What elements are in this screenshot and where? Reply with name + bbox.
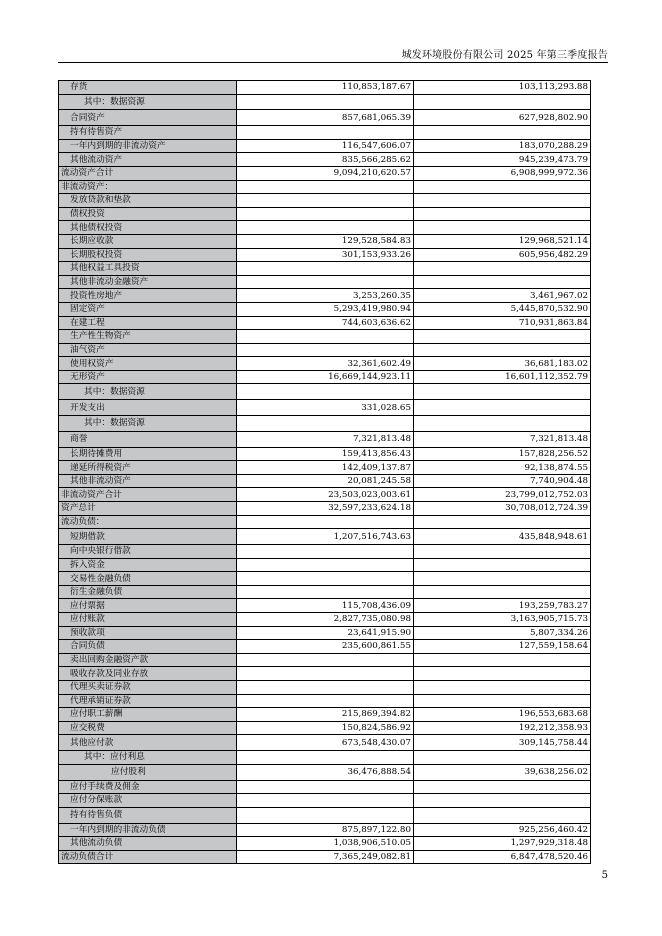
period-begin-value xyxy=(414,384,591,400)
period-begin-value: 6,847,478,520.46 xyxy=(414,850,591,864)
row-label: 非流动资产合计 xyxy=(59,488,237,502)
period-begin-value: 6,908,999,972.36 xyxy=(414,166,591,180)
row-label: 其他权益工具投资 xyxy=(59,262,237,276)
table-row xyxy=(59,680,591,694)
row-label: 应付手续费及佣金 xyxy=(59,780,237,794)
period-end-value xyxy=(237,180,414,194)
table-row xyxy=(59,474,591,488)
period-end-value: 7,321,813.48 xyxy=(237,431,414,447)
row-label: 非流动资产： xyxy=(59,180,237,194)
period-end-value xyxy=(237,585,414,599)
table-row xyxy=(59,667,591,681)
table-row xyxy=(59,572,591,586)
row-label: 代理买卖证券款 xyxy=(59,680,237,694)
period-begin-value: 183,070,288.29 xyxy=(414,139,591,153)
row-label: 预收款项 xyxy=(59,626,237,640)
period-end-value xyxy=(237,515,414,529)
period-begin-value xyxy=(414,400,591,416)
row-label: 长期股权投资 xyxy=(59,248,237,262)
table-row xyxy=(59,612,591,626)
period-begin-value xyxy=(414,794,591,808)
table-row xyxy=(59,370,591,384)
period-end-value: 23,503,023,003.61 xyxy=(237,488,414,502)
period-end-value xyxy=(237,780,414,794)
period-begin-value: 3,163,905,715.73 xyxy=(414,612,591,626)
row-label: 一年内到期的非流动负债 xyxy=(59,823,237,837)
period-begin-value xyxy=(414,780,591,794)
table-row xyxy=(59,357,591,371)
table-row xyxy=(59,708,591,722)
period-begin-value xyxy=(414,545,591,559)
table-row xyxy=(59,515,591,529)
table-row xyxy=(59,823,591,837)
table-row xyxy=(59,794,591,808)
period-begin-value xyxy=(414,416,591,432)
row-label: 债权投资 xyxy=(59,207,237,221)
period-end-value: 32,361,602.49 xyxy=(237,357,414,371)
table-row xyxy=(59,384,591,400)
table-row xyxy=(59,558,591,572)
period-begin-value xyxy=(414,558,591,572)
row-label: 应付职工薪酬 xyxy=(59,708,237,722)
period-end-value xyxy=(237,694,414,708)
table-row xyxy=(59,81,591,95)
period-begin-value xyxy=(414,572,591,586)
page-number: 5 xyxy=(601,870,608,881)
period-end-value xyxy=(237,680,414,694)
table-row xyxy=(59,139,591,153)
period-end-value: 16,669,144,923.11 xyxy=(237,370,414,384)
row-label: 其中：应付利息 xyxy=(59,751,237,765)
period-end-value: 129,528,584.83 xyxy=(237,234,414,248)
table-row xyxy=(59,316,591,330)
table-row xyxy=(59,400,591,416)
period-begin-value: 192,212,358.93 xyxy=(414,721,591,735)
period-begin-value: 157,828,256.52 xyxy=(414,447,591,461)
balance-sheet-body xyxy=(59,81,591,864)
period-end-value xyxy=(237,416,414,432)
period-end-value xyxy=(237,126,414,140)
period-end-value: 142,409,137.87 xyxy=(237,461,414,475)
period-begin-value xyxy=(414,807,591,823)
report-header: 城发环境股份有限公司 2025 年第三季度报告 xyxy=(401,50,608,61)
period-begin-value: 92,138,874.55 xyxy=(414,461,591,475)
period-begin-value: 103,113,293.88 xyxy=(414,81,591,95)
table-row xyxy=(59,545,591,559)
row-label: 发放贷款和垫款 xyxy=(59,194,237,208)
row-label: 拆入资金 xyxy=(59,558,237,572)
period-end-value: 744,603,636.62 xyxy=(237,316,414,330)
row-label: 固定资产 xyxy=(59,302,237,316)
table-row xyxy=(59,447,591,461)
period-begin-value: 23,799,012,752.03 xyxy=(414,488,591,502)
row-label: 衍生金融负债 xyxy=(59,585,237,599)
table-row xyxy=(59,302,591,316)
period-end-value: 7,365,249,082.81 xyxy=(237,850,414,864)
period-end-value: 331,028.65 xyxy=(237,400,414,416)
table-row xyxy=(59,330,591,344)
table-row xyxy=(59,502,591,516)
period-begin-value xyxy=(414,343,591,357)
table-row xyxy=(59,110,591,126)
row-label: 流动负债： xyxy=(59,515,237,529)
period-end-value: 110,853,187.67 xyxy=(237,81,414,95)
period-end-value: 2,827,735,080.98 xyxy=(237,612,414,626)
period-end-value: 115,708,436.09 xyxy=(237,599,414,613)
period-begin-value xyxy=(414,180,591,194)
table-row xyxy=(59,207,591,221)
period-begin-value: 196,553,683.68 xyxy=(414,708,591,722)
header-rule xyxy=(58,62,608,63)
period-begin-value: 710,931,863.84 xyxy=(414,316,591,330)
period-begin-value xyxy=(414,207,591,221)
row-label: 应交税费 xyxy=(59,721,237,735)
table-row xyxy=(59,735,591,751)
table-row xyxy=(59,850,591,864)
period-end-value xyxy=(237,545,414,559)
row-label: 其他非流动金融资产 xyxy=(59,275,237,289)
period-begin-value: 39,638,256.02 xyxy=(414,764,591,780)
row-label: 吸收存款及同业存放 xyxy=(59,667,237,681)
row-label: 应付分保账款 xyxy=(59,794,237,808)
table-row xyxy=(59,764,591,780)
row-label: 代理承销证券款 xyxy=(59,694,237,708)
period-begin-value: 435,848,948.61 xyxy=(414,529,591,545)
period-end-value xyxy=(237,572,414,586)
period-end-value xyxy=(237,384,414,400)
period-begin-value xyxy=(414,194,591,208)
period-end-value: 1,207,516,743.63 xyxy=(237,529,414,545)
row-label: 其中：数据资源 xyxy=(59,416,237,432)
period-end-value: 5,293,419,980.94 xyxy=(237,302,414,316)
period-end-value xyxy=(237,807,414,823)
table-row xyxy=(59,248,591,262)
table-row xyxy=(59,529,591,545)
row-label: 商誉 xyxy=(59,431,237,447)
row-label: 投资性房地产 xyxy=(59,289,237,303)
period-begin-value xyxy=(414,275,591,289)
row-label: 无形资产 xyxy=(59,370,237,384)
period-end-value: 875,897,122.80 xyxy=(237,823,414,837)
row-label: 流动负债合计 xyxy=(59,850,237,864)
period-begin-value xyxy=(414,262,591,276)
table-row xyxy=(59,626,591,640)
period-begin-value: 129,968,521.14 xyxy=(414,234,591,248)
table-row xyxy=(59,275,591,289)
table-row xyxy=(59,694,591,708)
period-begin-value xyxy=(414,94,591,110)
row-label: 应付账款 xyxy=(59,612,237,626)
row-label: 开发支出 xyxy=(59,400,237,416)
period-end-value xyxy=(237,558,414,572)
row-label: 其他应付款 xyxy=(59,735,237,751)
period-begin-value: 193,259,783.27 xyxy=(414,599,591,613)
row-label: 应付股利 xyxy=(59,764,237,780)
period-begin-value: 605,956,482.29 xyxy=(414,248,591,262)
period-end-value: 36,476,888.54 xyxy=(237,764,414,780)
period-begin-value xyxy=(414,680,591,694)
row-label: 流动资产合计 xyxy=(59,166,237,180)
row-label: 生产性生物资产 xyxy=(59,330,237,344)
period-begin-value: 16,601,112,352.79 xyxy=(414,370,591,384)
table-row xyxy=(59,126,591,140)
row-label: 向中央银行借款 xyxy=(59,545,237,559)
row-label: 长期应收款 xyxy=(59,234,237,248)
table-row xyxy=(59,289,591,303)
table-row xyxy=(59,153,591,167)
period-end-value xyxy=(237,794,414,808)
period-begin-value: 945,239,473.79 xyxy=(414,153,591,167)
period-begin-value: 3,461,967.02 xyxy=(414,289,591,303)
table-row xyxy=(59,234,591,248)
period-end-value: 3,253,260.35 xyxy=(237,289,414,303)
table-row xyxy=(59,431,591,447)
row-label: 卖出回购金融资产款 xyxy=(59,653,237,667)
row-label: 长期待摊费用 xyxy=(59,447,237,461)
table-row xyxy=(59,488,591,502)
period-end-value xyxy=(237,194,414,208)
period-end-value: 235,600,861.55 xyxy=(237,640,414,654)
period-end-value: 150,824,586.92 xyxy=(237,721,414,735)
period-begin-value: 5,807,334.26 xyxy=(414,626,591,640)
period-begin-value: 5,445,870,532.90 xyxy=(414,302,591,316)
period-end-value xyxy=(237,207,414,221)
table-row xyxy=(59,807,591,823)
period-begin-value: 30,708,012,724.39 xyxy=(414,502,591,516)
period-begin-value: 127,559,158.64 xyxy=(414,640,591,654)
period-end-value: 32,597,233,624.18 xyxy=(237,502,414,516)
period-end-value xyxy=(237,330,414,344)
table-row xyxy=(59,751,591,765)
period-end-value xyxy=(237,275,414,289)
period-end-value: 20,081,245.58 xyxy=(237,474,414,488)
table-row xyxy=(59,343,591,357)
period-end-value xyxy=(237,751,414,765)
table-row xyxy=(59,262,591,276)
row-label: 合同资产 xyxy=(59,110,237,126)
period-end-value xyxy=(237,653,414,667)
period-begin-value xyxy=(414,751,591,765)
row-label: 其他债权投资 xyxy=(59,221,237,235)
period-begin-value: 309,145,758.44 xyxy=(414,735,591,751)
period-end-value: 857,681,065.39 xyxy=(237,110,414,126)
row-label: 资产总计 xyxy=(59,502,237,516)
table-row xyxy=(59,837,591,851)
period-begin-value xyxy=(414,667,591,681)
table-row xyxy=(59,94,591,110)
period-begin-value xyxy=(414,221,591,235)
table-row xyxy=(59,416,591,432)
period-begin-value: 925,256,460.42 xyxy=(414,823,591,837)
period-begin-value xyxy=(414,330,591,344)
row-label: 其他流动负债 xyxy=(59,837,237,851)
period-begin-value: 7,740,904.48 xyxy=(414,474,591,488)
row-label: 短期借款 xyxy=(59,529,237,545)
period-end-value: 116,547,606.07 xyxy=(237,139,414,153)
period-end-value: 301,153,933.26 xyxy=(237,248,414,262)
period-begin-value: 36,681,183.02 xyxy=(414,357,591,371)
row-label: 持有待售负债 xyxy=(59,807,237,823)
table-row xyxy=(59,640,591,654)
row-label: 递延所得税资产 xyxy=(59,461,237,475)
row-label: 交易性金融负债 xyxy=(59,572,237,586)
table-row xyxy=(59,461,591,475)
balance-sheet-table xyxy=(58,80,591,864)
period-begin-value: 627,928,802.90 xyxy=(414,110,591,126)
row-label: 其他流动资产 xyxy=(59,153,237,167)
row-label: 存货 xyxy=(59,81,237,95)
table-row xyxy=(59,780,591,794)
row-label: 一年内到期的非流动资产 xyxy=(59,139,237,153)
period-end-value: 9,094,210,620.57 xyxy=(237,166,414,180)
row-label: 其中：数据资源 xyxy=(59,384,237,400)
period-end-value xyxy=(237,667,414,681)
period-end-value: 1,038,906,510.05 xyxy=(237,837,414,851)
table-row xyxy=(59,653,591,667)
period-end-value: 159,413,856.43 xyxy=(237,447,414,461)
period-end-value xyxy=(237,262,414,276)
period-begin-value: 1,297,929,318.48 xyxy=(414,837,591,851)
period-end-value xyxy=(237,343,414,357)
period-begin-value xyxy=(414,694,591,708)
period-end-value: 215,869,394.82 xyxy=(237,708,414,722)
period-end-value: 673,548,430.07 xyxy=(237,735,414,751)
period-end-value: 835,566,285.62 xyxy=(237,153,414,167)
period-end-value xyxy=(237,221,414,235)
period-end-value xyxy=(237,94,414,110)
row-label: 其他非流动资产 xyxy=(59,474,237,488)
table-row xyxy=(59,180,591,194)
row-label: 应付票据 xyxy=(59,599,237,613)
period-begin-value xyxy=(414,515,591,529)
period-begin-value xyxy=(414,653,591,667)
row-label: 其中：数据资源 xyxy=(59,94,237,110)
table-row xyxy=(59,599,591,613)
row-label: 油气资产 xyxy=(59,343,237,357)
table-row xyxy=(59,585,591,599)
row-label: 在建工程 xyxy=(59,316,237,330)
row-label: 合同负债 xyxy=(59,640,237,654)
period-end-value: 23,641,915.90 xyxy=(237,626,414,640)
table-row xyxy=(59,194,591,208)
row-label: 持有待售资产 xyxy=(59,126,237,140)
table-row xyxy=(59,221,591,235)
table-row xyxy=(59,721,591,735)
table-row xyxy=(59,166,591,180)
row-label: 使用权资产 xyxy=(59,357,237,371)
period-begin-value xyxy=(414,585,591,599)
period-begin-value xyxy=(414,126,591,140)
period-begin-value: 7,321,813.48 xyxy=(414,431,591,447)
